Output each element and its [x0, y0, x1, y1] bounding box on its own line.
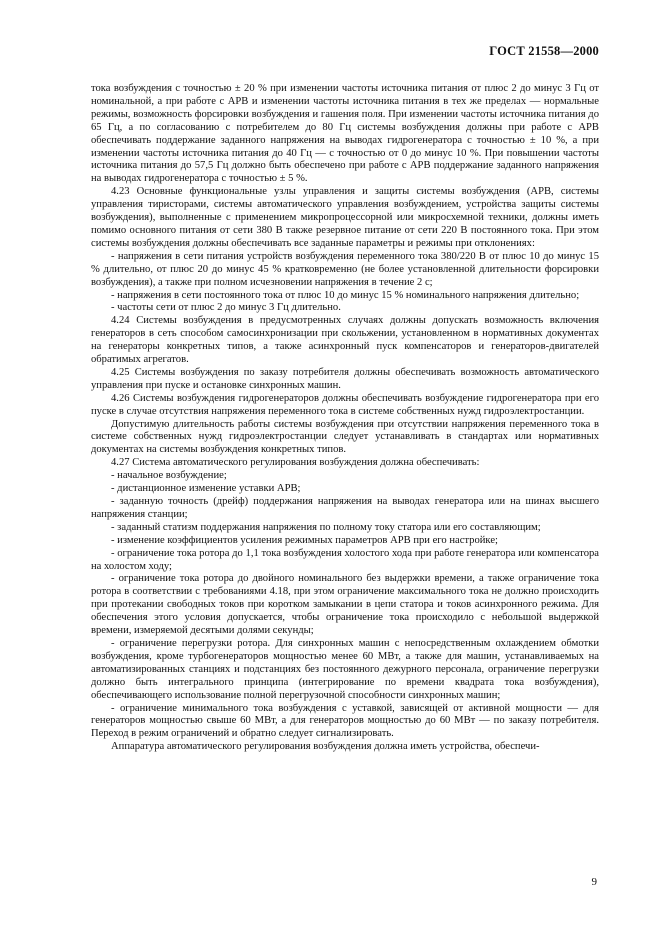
paragraph: - изменение коэффициентов усиления режимных параметров АРВ при его настройке;	[111, 534, 498, 546]
paragraph: 4.23 Основные функциональные узлы управления и защиты системы возбуждения (АРВ, системы управления тиристорами, системы автоматического управления возбуждением, устройства защиты системы возбуждения), выполненные с применением микропроцессорной или микросхемной техники, должны иметь помимо основного питания от сети 380 В также резервное питание от сети 220 В постоянного тока. При этом системы возбуждения должны обеспечивать все заданные параметры и режимы при отклонениях:	[91, 186, 599, 249]
paragraph: Аппаратура автоматического регулирования возбуждения должна иметь устройства, обеспечи-	[111, 741, 540, 753]
paragraph: 4.25 Системы возбуждения по заказу потребителя должны обеспечивать возможность автоматического управления при пуске и остановке синхронных машин.	[91, 366, 599, 391]
paragraph: - напряжения в сети питания устройств возбуждения переменного тока 380/220 В от плюс 10 до минус 15 % длительно, от плюс 20 до минус 45 % кратковременно (не более установленной длительности форсировки возбуждения), а также при полном исчезновении напряжения в течение 2 с;	[91, 250, 599, 288]
paragraph: 4.26 Системы возбуждения гидрогенераторов должны обеспечивать возбуждение гидрогенератора при его пуске в случае отсутствия напряжения переменного тока в системе собственных нужд гидроэлектростанции.	[91, 392, 599, 417]
paragraph: 4.27 Система автоматического регулирования возбуждения должна обеспечивать:	[111, 457, 480, 469]
paragraph: - заданную точность (дрейф) поддержания напряжения на выводах генератора или на шинах высшего напряжения станции;	[91, 496, 599, 520]
paragraph: - частоты сети от плюс 2 до минус 3 Гц длительно.	[111, 302, 341, 314]
body-text	[91, 83, 599, 754]
paragraph: - дистанционное изменение уставки АРВ;	[111, 483, 301, 495]
paragraph: Допустимую длительность работы системы возбуждения при отсутствии напряжения переменного тока в системе собственных нужд гидроэлектростанции следует устанавливать в стандартах или нормативных документах на системы возбуждения конкретных типов.	[91, 418, 599, 456]
paragraph: тока возбуждения с точностью ± 20 % при изменении частоты источника питания от плюс 2 до минус 3 Гц от номинальной, а при работе с АРВ и изменении частоты источника питания в тех же пределах — нормальные режимы, возможность форсировки возбуждения и гашения поля. При изменении частоты источника питания до 65 Гц, а по согласованию с потребителем до 80 Гц системы возбуждения должны при работе с АРВ обеспечивать поддержание заданного напряжения на выводах гидрогенератора с точностью ± 10 %, а при изменении частоты источника питания до 40 Гц — с точностью от 0 до минус 10 %. При повышении частоты источника питания до 57,5 Гц должно быть обеспечено при работе с АРВ поддержание заданного напряжения на выводах гидрогенератора с точностью ± 5 %.	[91, 83, 599, 185]
paragraph: - ограничение перегрузки ротора. Для синхронных машин с непосредственным охлаждением обмотки возбуждения, кроме турбогенераторов мощностью менее 60 МВт, а также для машин, устанавливаемых на автоматизированных станциях и подстанциях без постоянного дежурного персонала, ограничение перегрузки должно быть интегрального принципа (интегрирование по времени квадрата тока возбуждения), обеспечивающего использование полной перегрузочной способности синхронных машин;	[91, 637, 599, 701]
paragraph: - напряжения в сети постоянного тока от плюс 10 до минус 15 % номинального напряжения длительно;	[111, 289, 580, 301]
paragraph: - заданный статизм поддержания напряжения по полному току статора или его составляющим;	[111, 521, 541, 533]
paragraph: - начальное возбуждение;	[111, 470, 227, 482]
page-number: 9	[591, 876, 597, 888]
standard-header: ГОСТ 21558—2000	[489, 44, 599, 58]
paragraph: 4.24 Системы возбуждения в предусмотренных случаях должны допускать возможность включения генераторов в сеть способом самосинхронизации при скольжении, установленном в нормативных документах на генераторы конкретных типов, а также асинхронный пуск компенсаторов и генераторов-двигателей обратимых агрегатов.	[91, 315, 599, 366]
paragraph: - ограничение тока ротора до двойного номинального без выдержки времени, а также ограничение тока ротора в соответствии с требованиями 4.18, при этом ограничение максимального тока не должно происходить при протекании свободных токов при коротком замыкании в цепи статора и токов асинхронного режима. Для обеспечения этого условия допускается, чтобы ограничение тока происходило с небольшой выдержкой времени, измеряемой десятыми долями секунды;	[91, 573, 599, 637]
paragraph: - ограничение минимального тока возбуждения с уставкой, зависящей от активной мощности — для генераторов мощностью свыше 60 МВт, а для генераторов мощностью до 60 МВт — по заказу потребителя. Переход в режим ограничений и обратно следует сигнализировать.	[91, 702, 599, 740]
paragraph: - ограничение тока ротора до 1,1 тока возбуждения холостого хода при работе генератора или компенсатора на холостом ходу;	[91, 547, 599, 572]
